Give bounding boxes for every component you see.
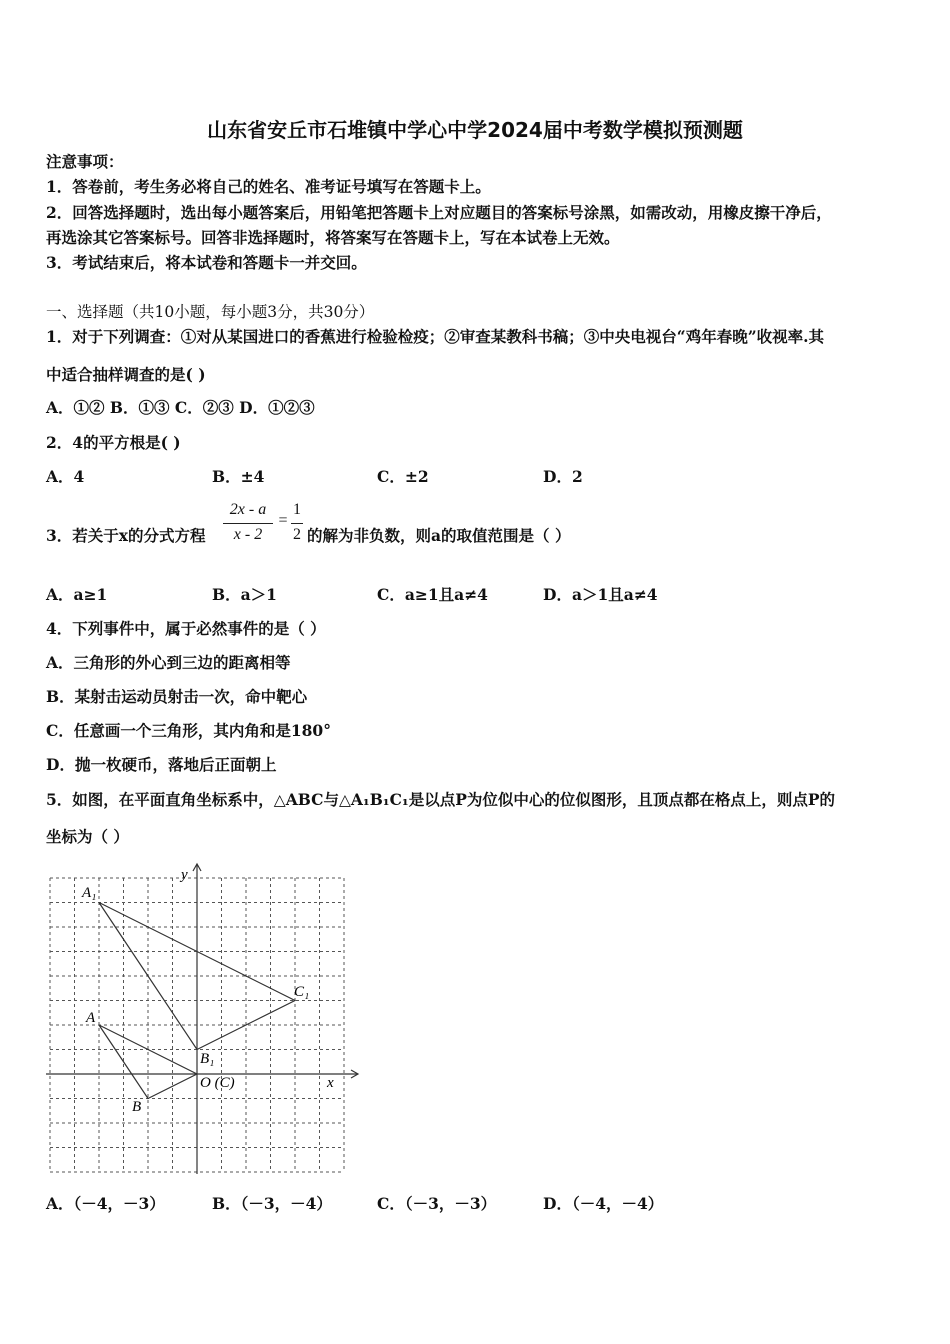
label-A1: A₁ xyxy=(82,885,97,901)
q1-options: A．①② B．①③ C．②③ D．①②③ xyxy=(46,398,315,417)
q3-frac2-bar xyxy=(291,523,303,524)
q2-option-c: C．±2 xyxy=(377,467,429,486)
q3-prefix: 3．若关于x的分式方程 xyxy=(46,526,206,545)
q3-option-b: B．a＞1 xyxy=(212,585,277,604)
q2-option-a: A．4 xyxy=(46,467,85,486)
q3-option-d: D．a＞1且a≠4 xyxy=(543,585,658,604)
label-A: A xyxy=(86,1010,96,1026)
q1-line2: 中适合抽样调查的是( ) xyxy=(46,365,206,384)
label-x: x xyxy=(327,1075,334,1091)
q3-option-a: A．a≥1 xyxy=(46,585,108,604)
section-heading: 一、选择题（共10小题，每小题3分，共30分） xyxy=(46,303,375,321)
q4-option-b: B．某射击运动员射击一次，命中靶心 xyxy=(46,687,308,706)
notice-item-2b: 再选涂其它答案标号。回答非选择题时，将答案写在答题卡上，写在本试卷上无效。 xyxy=(46,228,620,247)
q4-option-a: A．三角形的外心到三边的距离相等 xyxy=(46,653,291,672)
q1-line1: 1．对于下列调查：①对从某国进口的香蕉进行检验检疫；②审查某教科书稿；③中央电视台“鸡年春晚”收视率.其 xyxy=(46,327,825,346)
notice-item-2a: 2．回答选择题时，选出每小题答案后，用铅笔把答题卡上对应题目的答案标号涂黑，如需改动，用橡皮擦干净后， xyxy=(46,203,832,222)
q2-stem: 2．4的平方根是( ) xyxy=(46,433,181,452)
q5-option-d: D．（－4，－4） xyxy=(543,1194,664,1213)
q3-frac1-numerator: 2x - a xyxy=(229,501,267,518)
notice-item-3: 3．考试结束后，将本试卷和答题卡一并交回。 xyxy=(46,253,367,272)
q5-option-b: B．（－3，－4） xyxy=(212,1194,332,1213)
q4-option-c: C．任意画一个三角形，其内角和是180° xyxy=(46,721,331,740)
q3-frac1-denominator: x - 2 xyxy=(233,526,263,543)
label-y: y xyxy=(181,867,188,883)
coordinate-figure xyxy=(40,862,370,1177)
q4-option-d: D．抛一枚硬币，落地后正面朝上 xyxy=(46,755,277,774)
q3-frac2-numerator: 1 xyxy=(293,501,301,518)
notice-item-1: 1．答卷前，考生务必将自己的姓名、准考证号填写在答题卡上。 xyxy=(46,177,491,196)
label-C1: C₁ xyxy=(294,984,310,1000)
q2-option-d: D．2 xyxy=(543,467,583,486)
page-title: 山东省安丘市石堆镇中学心中学2024届中考数学模拟预测题 xyxy=(207,118,743,142)
label-O: O (C) xyxy=(200,1075,235,1091)
label-B: B xyxy=(132,1099,142,1115)
q3-equals: = xyxy=(278,512,288,529)
notice-heading: 注意事项： xyxy=(46,152,124,171)
q5-option-c: C．（－3，－3） xyxy=(377,1194,497,1213)
q5-option-a: A．（－4，－3） xyxy=(46,1194,165,1213)
label-B1: B₁ xyxy=(200,1051,215,1067)
q3-suffix: 的解为非负数，则a的取值范围是（ ） xyxy=(307,526,571,545)
q5-line2: 坐标为（ ） xyxy=(46,827,129,846)
q3-frac1-bar xyxy=(223,523,273,524)
q4-stem: 4．下列事件中，属于必然事件的是（ ） xyxy=(46,619,326,638)
q3-option-c: C．a≥1且a≠4 xyxy=(377,585,488,604)
q5-line1: 5．如图，在平面直角坐标系中，△ABC与△A₁B₁C₁是以点P为位似中心的位似图形，且顶点都在格点上，则点P的 xyxy=(46,790,836,809)
q2-option-b: B．±4 xyxy=(212,467,265,486)
q3-frac2-denominator: 2 xyxy=(293,526,301,543)
